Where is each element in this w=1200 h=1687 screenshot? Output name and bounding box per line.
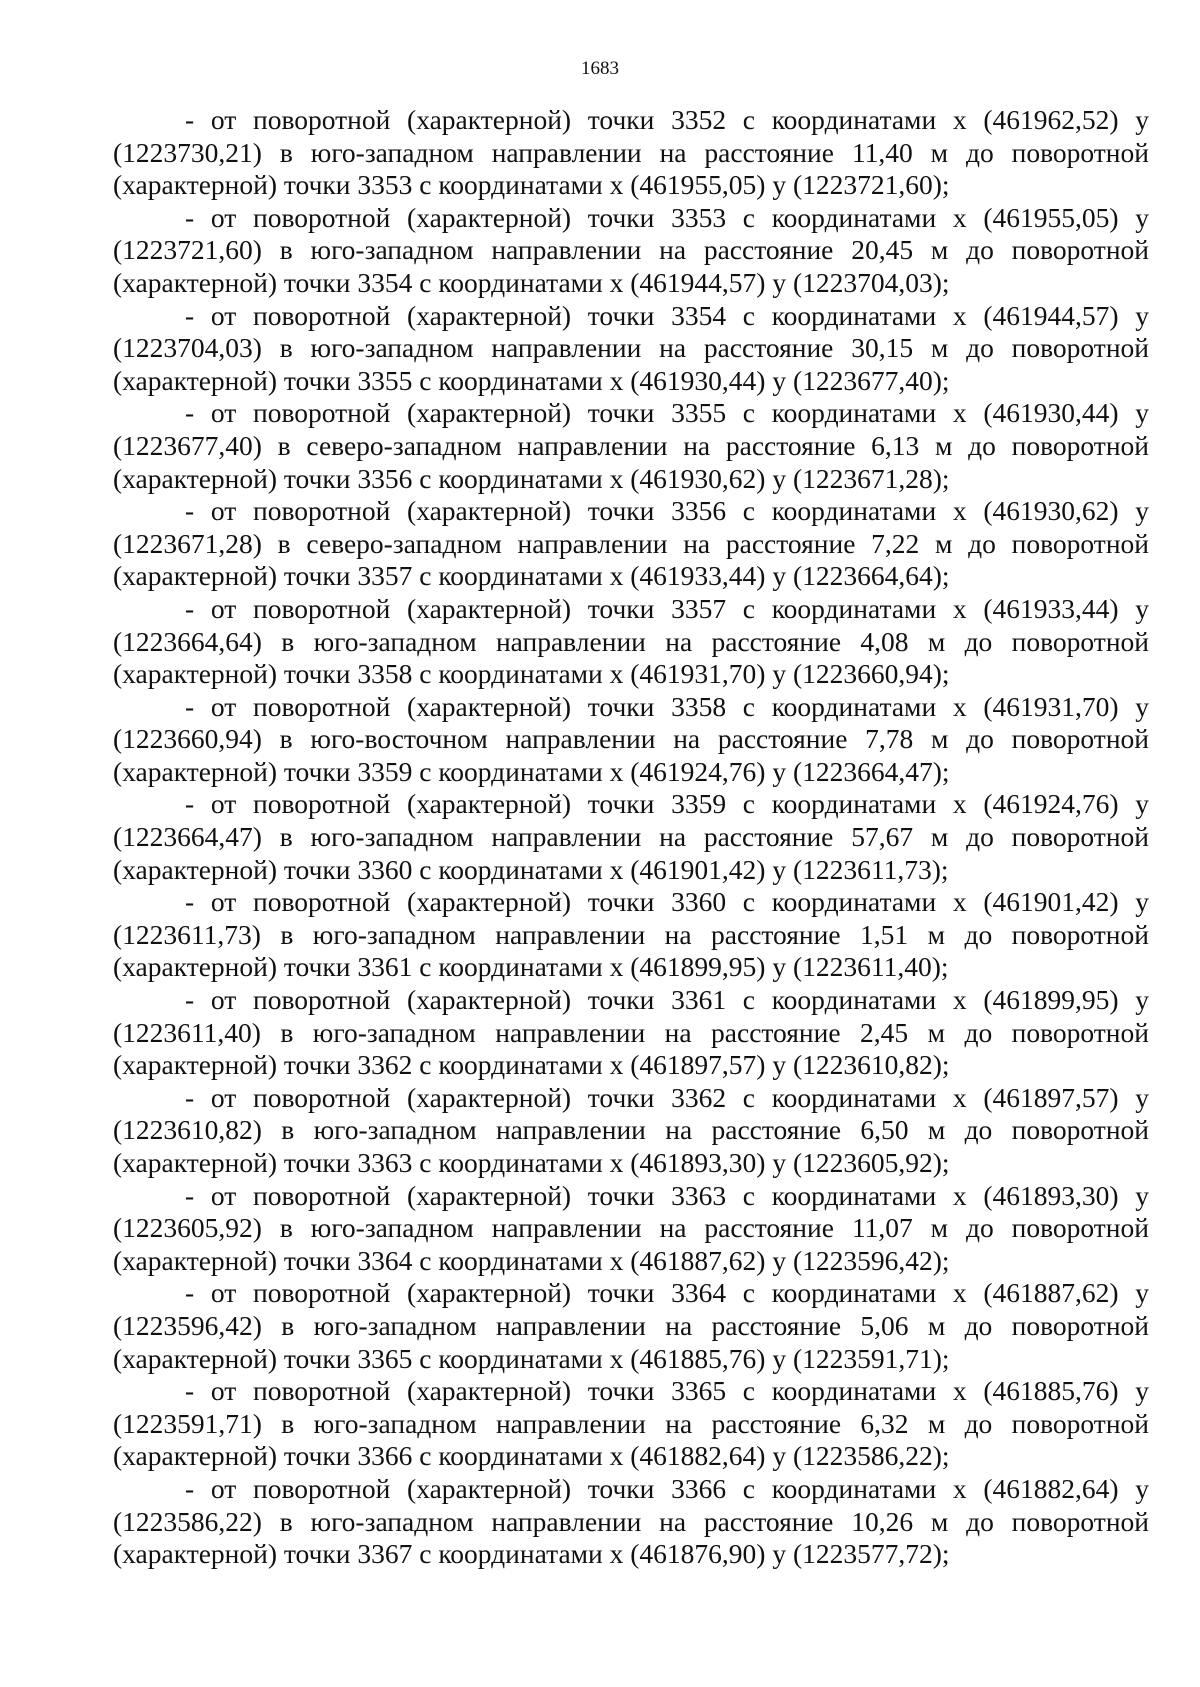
- paragraph-3365: - от поворотной (характерной) точки 3365 с координатами х (461885,76) у (1223591,71) в юго-западном направлении на расстояние 6,32 м до поворотной (характерной) точки 3366 с координатами х (461882,64) у (1223586,22);: [113, 1375, 1149, 1472]
- paragraph-3358: - от поворотной (характерной) точки 3358 с координатами х (461931,70) у (1223660,94) в юго-восточном направлении на расстояние 7,78 м до поворотной (характерной) точки 3359 с координатами х (461924,76) у (1223664,47);: [113, 690, 1149, 787]
- document-body: [113, 104, 1149, 1571]
- paragraph-3352: - от поворотной (характерной) точки 3352 с координатами х (461962,52) у (1223730,21) в юго-западном направлении на расстояние 11,40 м до поворотной (характерной) точки 3353 с координатами х (461955,05) у (1223721,60);: [113, 104, 1149, 201]
- page-number: 1683: [581, 58, 619, 79]
- paragraph-3364: - от поворотной (характерной) точки 3364 с координатами х (461887,62) у (1223596,42) в юго-западном направлении на расстояние 5,06 м до поворотной (характерной) точки 3365 с координатами х (461885,76) у (1223591,71);: [113, 1277, 1149, 1374]
- paragraph-3355: - от поворотной (характерной) точки 3355 с координатами х (461930,44) у (1223677,40) в северо-западном направлении на расстояние 6,13 м до поворотной (характерной) точки 3356 с координатами х (461930,62) у (1223671,28);: [113, 397, 1149, 494]
- paragraph-3361: - от поворотной (характерной) точки 3361 с координатами х (461899,95) у (1223611,40) в юго-западном направлении на расстояние 2,45 м до поворотной (характерной) точки 3362 с координатами х (461897,57) у (1223610,82);: [113, 984, 1149, 1081]
- paragraph-3360: - от поворотной (характерной) точки 3360 с координатами х (461901,42) у (1223611,73) в юго-западном направлении на расстояние 1,51 м до поворотной (характерной) точки 3361 с координатами х (461899,95) у (1223611,40);: [113, 886, 1149, 983]
- paragraph-3359: - от поворотной (характерной) точки 3359 с координатами х (461924,76) у (1223664,47) в юго-западном направлении на расстояние 57,67 м до поворотной (характерной) точки 3360 с координатами х (461901,42) у (1223611,73);: [113, 788, 1149, 885]
- paragraph-3366: - от поворотной (характерной) точки 3366 с координатами х (461882,64) у (1223586,22) в юго-западном направлении на расстояние 10,26 м до поворотной (характерной) точки 3367 с координатами х (461876,90) у (1223577,72);: [113, 1472, 1149, 1570]
- paragraph-3354: - от поворотной (характерной) точки 3354 с координатами х (461944,57) у (1223704,03) в юго-западном направлении на расстояние 30,15 м до поворотной (характерной) точки 3355 с координатами х (461930,44) у (1223677,40);: [113, 299, 1149, 396]
- paragraph-3357: - от поворотной (характерной) точки 3357 с координатами х (461933,44) у (1223664,64) в юго-западном направлении на расстояние 4,08 м до поворотной (характерной) точки 3358 с координатами х (461931,70) у (1223660,94);: [113, 592, 1149, 690]
- paragraph-3356: - от поворотной (характерной) точки 3356 с координатами х (461930,62) у (1223671,28) в северо-западном направлении на расстояние 7,22 м до поворотной (характерной) точки 3357 с координатами х (461933,44) у (1223664,64);: [113, 495, 1149, 592]
- paragraph-3353: - от поворотной (характерной) точки 3353 с координатами х (461955,05) у (1223721,60) в юго-западном направлении на расстояние 20,45 м до поворотной (характерной) точки 3354 с координатами х (461944,57) у (1223704,03);: [113, 201, 1149, 298]
- paragraph-3362: - от поворотной (характерной) точки 3362 с координатами х (461897,57) у (1223610,82) в юго-западном направлении на расстояние 6,50 м до поворотной (характерной) точки 3363 с координатами х (461893,30) у (1223605,92);: [113, 1081, 1149, 1178]
- paragraph-3363: - от поворотной (характерной) точки 3363 с координатами х (461893,30) у (1223605,92) в юго-западном направлении на расстояние 11,07 м до поворотной (характерной) точки 3364 с координатами х (461887,62) у (1223596,42);: [113, 1179, 1149, 1276]
